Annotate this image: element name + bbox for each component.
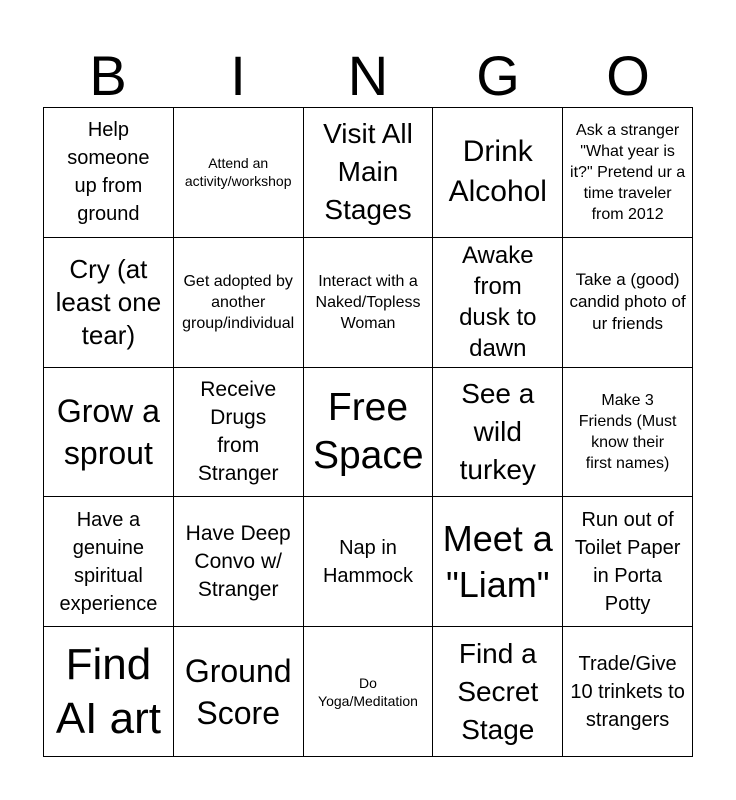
title-letter-i: I bbox=[230, 44, 246, 107]
bingo-cell[interactable] bbox=[174, 627, 304, 757]
cell-text: Meet a "Liam" bbox=[442, 517, 553, 605]
bingo-cell[interactable] bbox=[44, 497, 174, 627]
cell-text: Grow a sprout bbox=[56, 392, 160, 471]
cell-text: Drink Alcohol bbox=[448, 135, 547, 209]
cell-text: Take a (good) candid photo of ur friends bbox=[569, 270, 686, 334]
cell-text: Ground Score bbox=[184, 652, 292, 731]
bingo-cell[interactable] bbox=[304, 108, 434, 238]
cell-text: Receive Drugs from Stranger bbox=[197, 377, 279, 485]
cell-text: Attend an activity/workshop bbox=[184, 155, 292, 190]
bingo-cell[interactable] bbox=[563, 497, 693, 627]
bingo-cell[interactable] bbox=[174, 238, 304, 368]
bingo-cell[interactable] bbox=[433, 368, 563, 498]
bingo-cell[interactable] bbox=[44, 238, 174, 368]
cell-text: Help someone up from ground bbox=[67, 119, 150, 226]
bingo-grid bbox=[43, 107, 693, 757]
cell-text: Have a genuine spiritual experience bbox=[59, 508, 158, 615]
title-letter-o: O bbox=[606, 44, 650, 107]
cell-text: Make 3 Friends (Must know their first names) bbox=[578, 391, 677, 472]
cell-text: Awake from dusk to dawn bbox=[459, 242, 537, 363]
bingo-cell[interactable] bbox=[174, 368, 304, 498]
bingo-cell[interactable] bbox=[563, 108, 693, 238]
bingo-title bbox=[43, 46, 693, 106]
cell-text: Interact with a Naked/Topless Woman bbox=[315, 272, 421, 332]
title-letter-g: G bbox=[476, 44, 520, 107]
cell-text: Do Yoga/Meditation bbox=[318, 674, 418, 709]
bingo-cell[interactable] bbox=[433, 238, 563, 368]
cell-text: Ask a stranger "What year is it?" Pretend ur a time traveler from 2012 bbox=[570, 121, 686, 223]
bingo-cell[interactable] bbox=[433, 108, 563, 238]
title-letter-b: B bbox=[89, 44, 127, 107]
cell-text: Get adopted by another group/individual bbox=[182, 272, 295, 332]
bingo-cell[interactable] bbox=[304, 627, 434, 757]
bingo-cell[interactable] bbox=[174, 108, 304, 238]
cell-text: Nap in Hammock bbox=[322, 536, 413, 587]
cell-text: Find a Secret Stage bbox=[457, 637, 539, 745]
bingo-cell[interactable] bbox=[174, 497, 304, 627]
title-letter-n: N bbox=[347, 44, 389, 107]
cell-text: Have Deep Convo w/ Stranger bbox=[185, 521, 291, 601]
cell-text: Run out of Toilet Paper in Porta Potty bbox=[574, 508, 681, 615]
bingo-cell free-space[interactable] bbox=[304, 368, 434, 498]
bingo-cell[interactable] bbox=[433, 497, 563, 627]
bingo-cell[interactable] bbox=[433, 627, 563, 757]
bingo-cell[interactable] bbox=[44, 627, 174, 757]
cell-text: Free Space bbox=[312, 385, 424, 477]
cell-text: Find AI art bbox=[55, 639, 161, 743]
cell-text: Trade/Give 10 trinkets to strangers bbox=[570, 652, 685, 731]
bingo-cell[interactable] bbox=[304, 497, 434, 627]
cell-text: Visit All Main Stages bbox=[323, 118, 413, 226]
bingo-cell[interactable] bbox=[44, 108, 174, 238]
bingo-cell[interactable] bbox=[563, 368, 693, 498]
bingo-cell[interactable] bbox=[44, 368, 174, 498]
cell-text: See a wild turkey bbox=[459, 377, 536, 485]
bingo-cell[interactable] bbox=[563, 238, 693, 368]
cell-text: Cry (at least one tear) bbox=[55, 253, 162, 350]
bingo-cell[interactable] bbox=[304, 238, 434, 368]
bingo-cell[interactable] bbox=[563, 627, 693, 757]
